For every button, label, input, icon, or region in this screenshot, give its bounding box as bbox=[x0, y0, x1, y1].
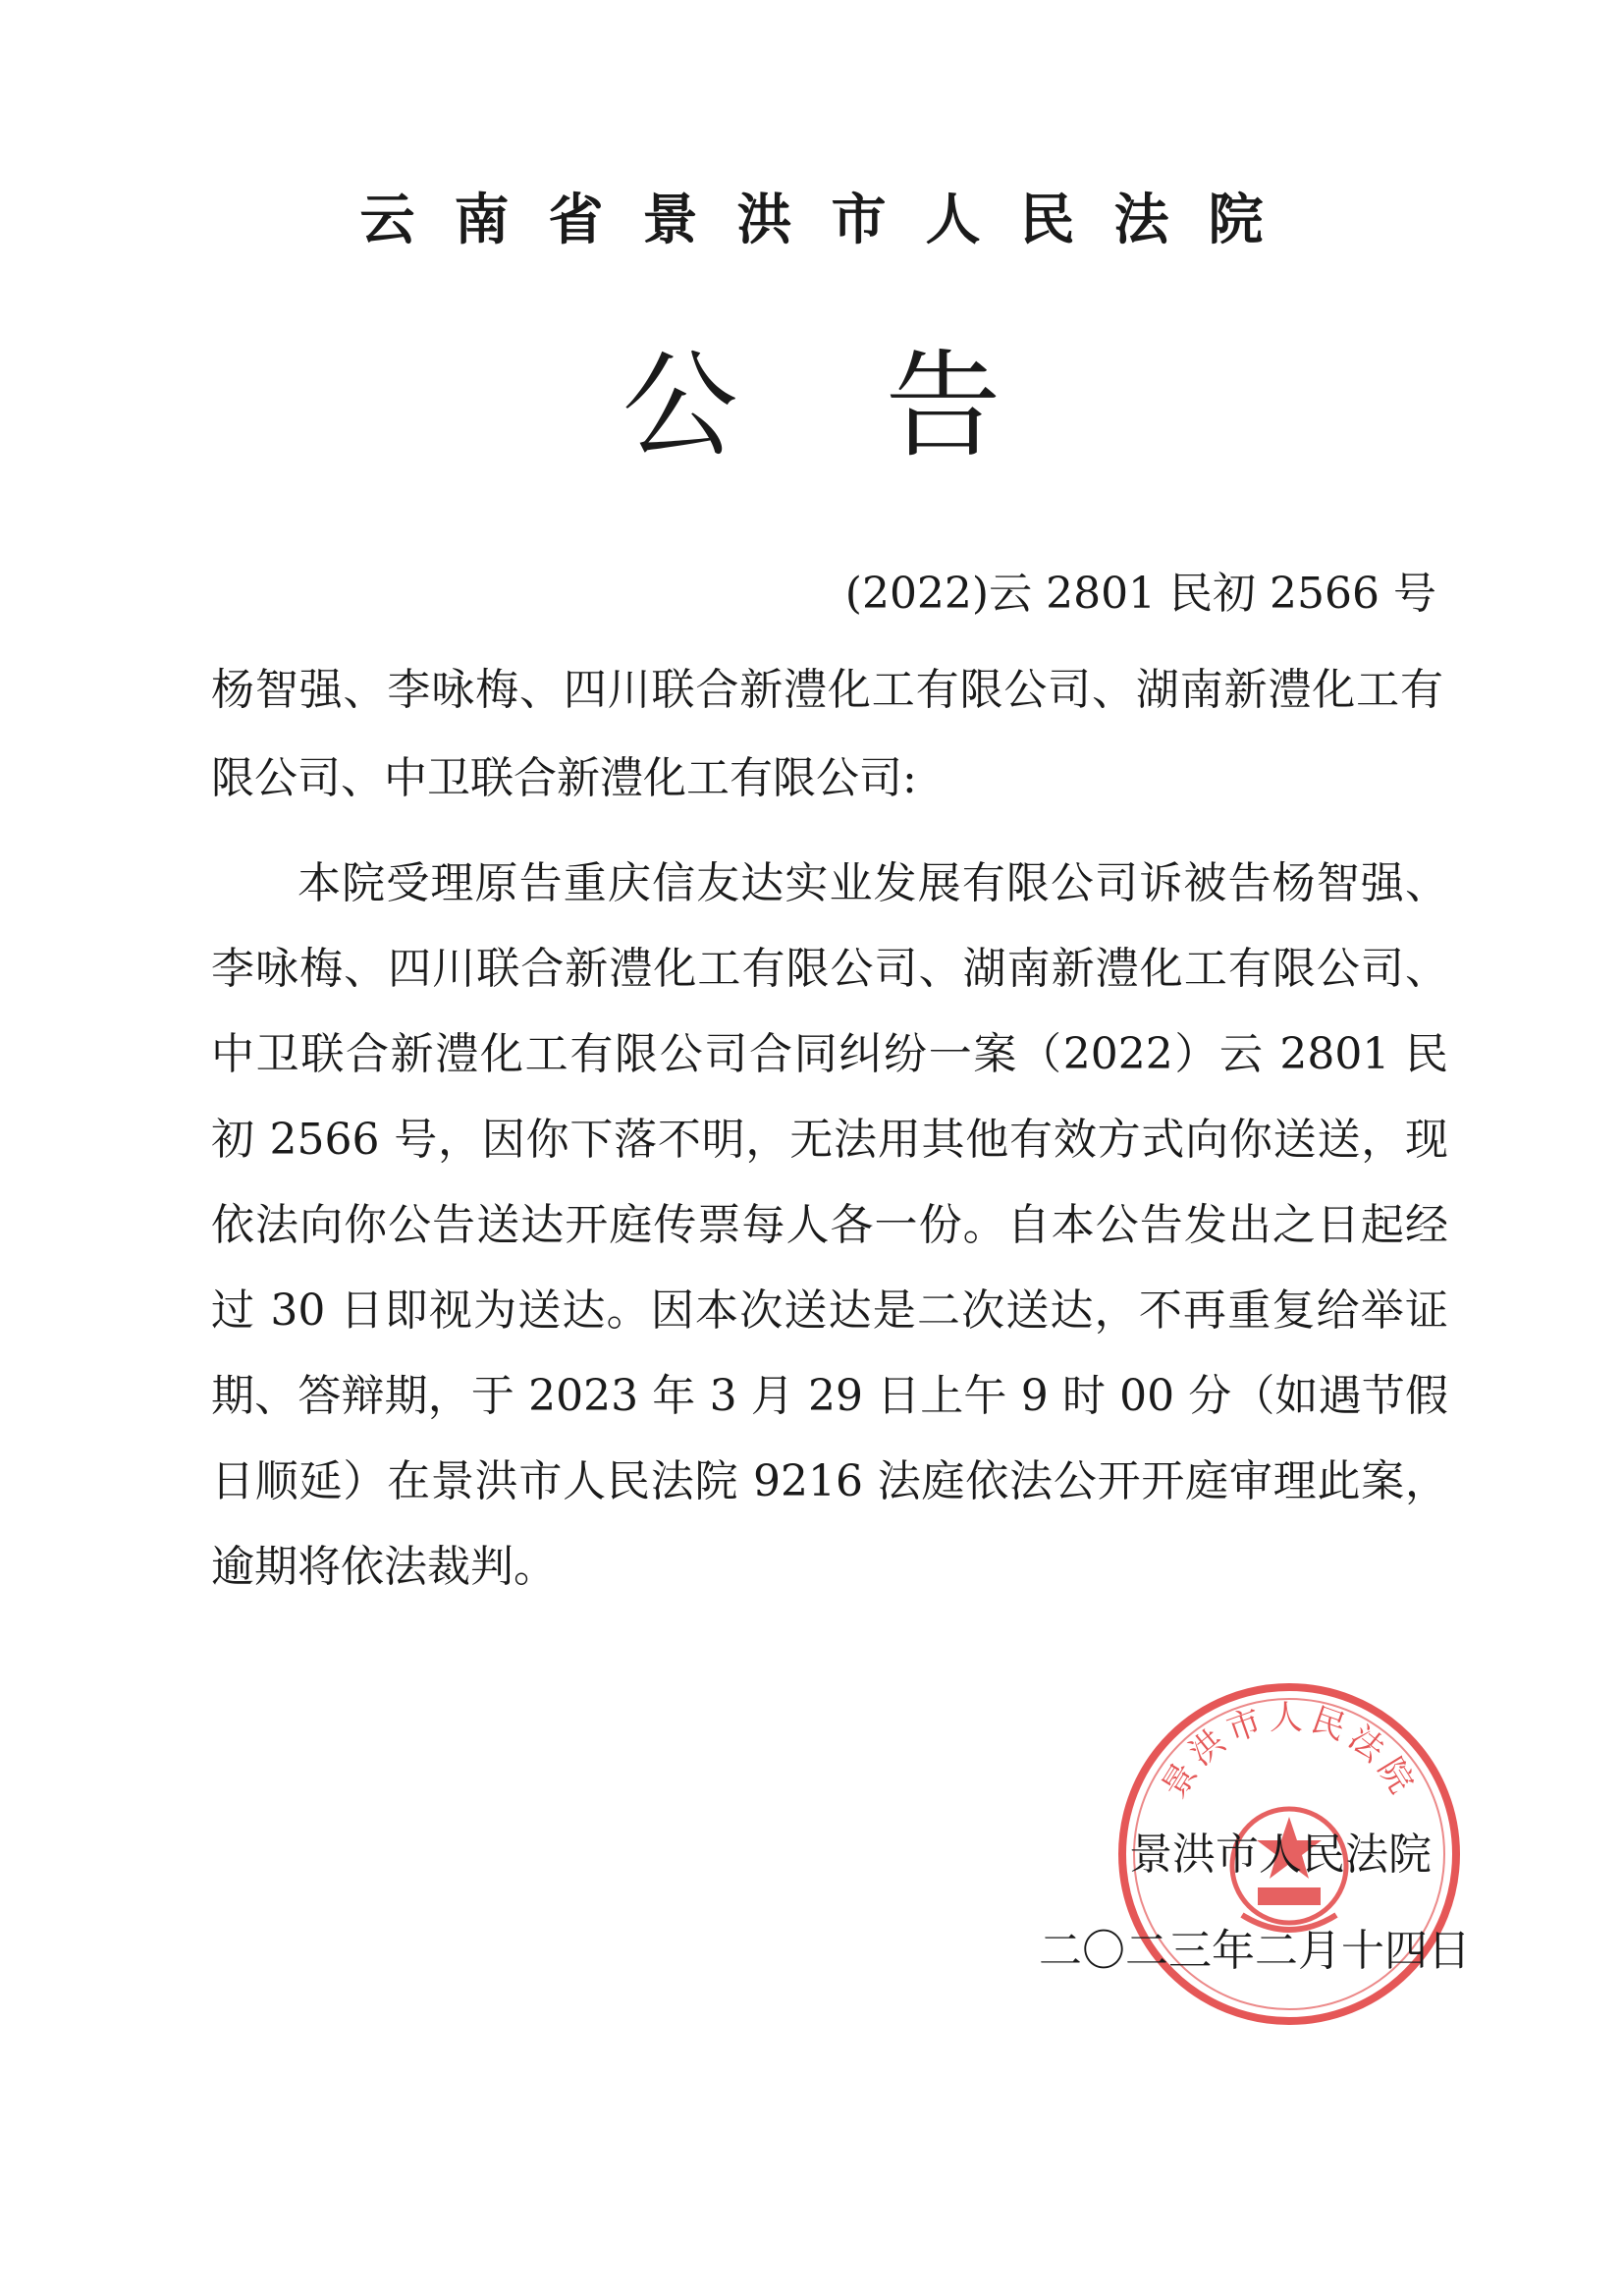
seal-ring-text: 景洪市人民法院 bbox=[1154, 1698, 1425, 1806]
announcement-title: 公告 bbox=[622, 338, 1149, 473]
case-number: (2022)云 2801 民初 2566 号 bbox=[844, 569, 1436, 619]
recipients-line: 杨智强、李咏梅、四川联合新澧化工有限公司、湖南新澧化工有限公司、中卫联合新澧化工有限公司: bbox=[211, 665, 1443, 803]
issuing-court-signature: 景洪市人民法院 bbox=[1129, 1830, 1432, 1880]
announcement-body: 本院受理原告重庆信友达实业发展有限公司诉被告杨智强、李咏梅、四川联合新澧化工有限公司、湖南新澧化工有限公司、中卫联合新澧化工有限公司合同纠纷一案（2022）云 2801 民初 2566 号，因你下落不明，无法用其他有效方式向你送送，现依法向你公告送达开庭传票每人各一份。自本公告发出之日起经过 30 日即视为送达。因本次送达是二次送达，不再重复给举证期、答辩期，于 2023 年 3 月 29 日上午 9 时 00 分（如遇节假日顺延）在景洪市人民法院 9216 法庭依法公开开庭审理此案，逾期将依法裁判。 bbox=[211, 858, 1448, 1592]
issue-date: 二〇二三年二月十四日 bbox=[1039, 1926, 1471, 1976]
court-name-heading: 云南省景洪市人民法院 bbox=[359, 189, 1303, 252]
